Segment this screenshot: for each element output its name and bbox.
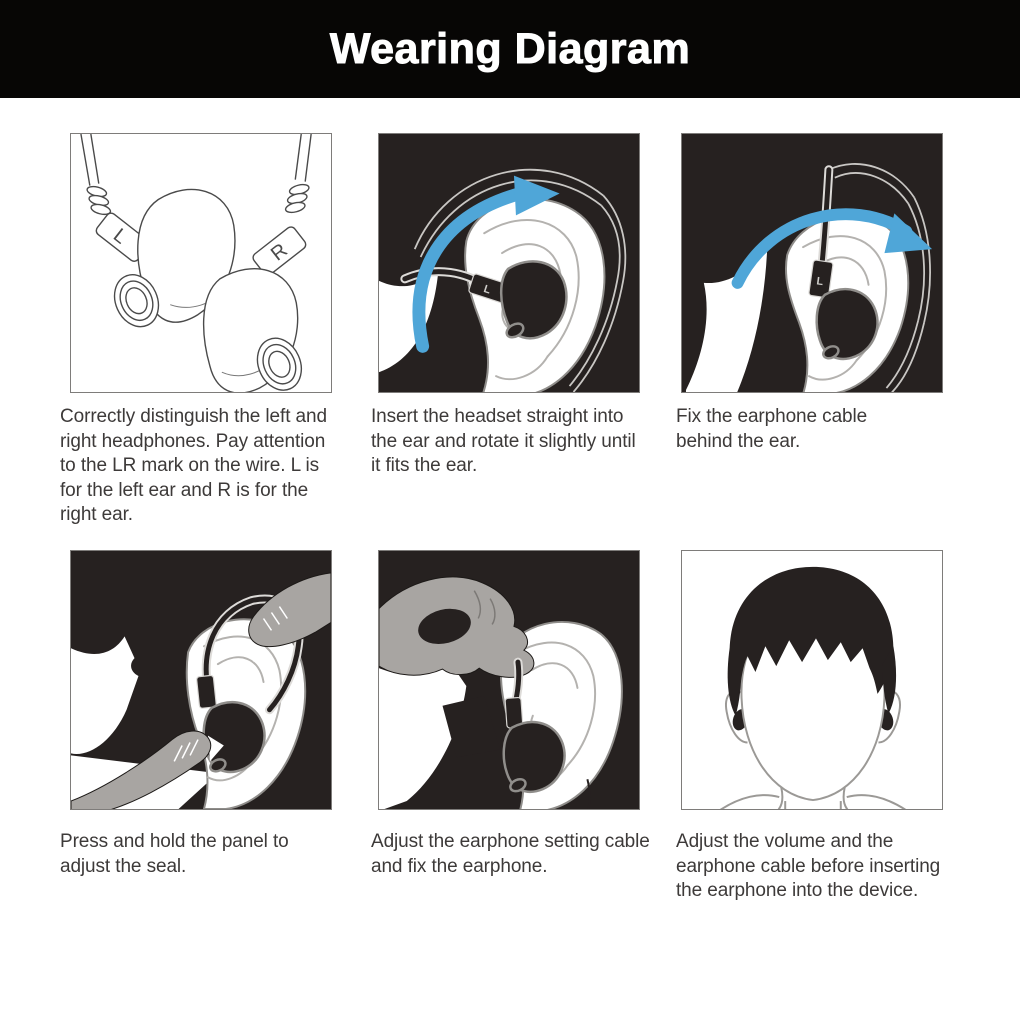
earphone-cable (516, 662, 519, 700)
panel-insert-ear (378, 133, 640, 393)
caption-earbuds-lr: Correctly distinguish the left and right headphones. Pay attention to the LR mark on the wire. L is for the left ear and R is for the right ear. (60, 406, 327, 525)
caption-insert-ear: Insert the headset straight into the ear and rotate it slightly until it fits the ear. (371, 406, 636, 476)
panel-earbuds-lr (70, 133, 332, 393)
connector-marker-label: L (815, 275, 825, 289)
cable-connector (196, 675, 216, 708)
cable-behind-ear-illustration (682, 134, 942, 392)
right-earbud-cable (251, 134, 311, 285)
earbuds-lr-illustration (71, 134, 331, 392)
panel-press-seal (70, 550, 332, 810)
caption-cable-behind-ear: Fix the earphone cable behind the ear. (676, 406, 868, 452)
caption-head-front: Adjust the volume and the earphone cable before inserting the earphone into the device. (676, 831, 941, 901)
header-bar (0, 0, 1020, 98)
panel-adjust-cable (378, 550, 640, 810)
right-earbud-shell (204, 269, 310, 392)
panel-head-front (681, 550, 943, 810)
connector-marker-label: L (482, 283, 493, 297)
caption-press-seal: Press and hold the panel to adjust the seal. (60, 831, 289, 877)
insert-ear-illustration (379, 134, 639, 392)
left-marker-label: L (108, 224, 132, 249)
head-front-illustration (682, 551, 942, 809)
page-title: Wearing Diagram (329, 24, 691, 73)
adjust-cable-illustration (379, 551, 639, 809)
press-panel-illustration (71, 551, 331, 809)
panel-cable-behind-ear (681, 133, 943, 393)
caption-adjust-cable: Adjust the earphone setting cable and fix the earphone. (371, 831, 650, 877)
right-marker-label: R (266, 239, 292, 266)
